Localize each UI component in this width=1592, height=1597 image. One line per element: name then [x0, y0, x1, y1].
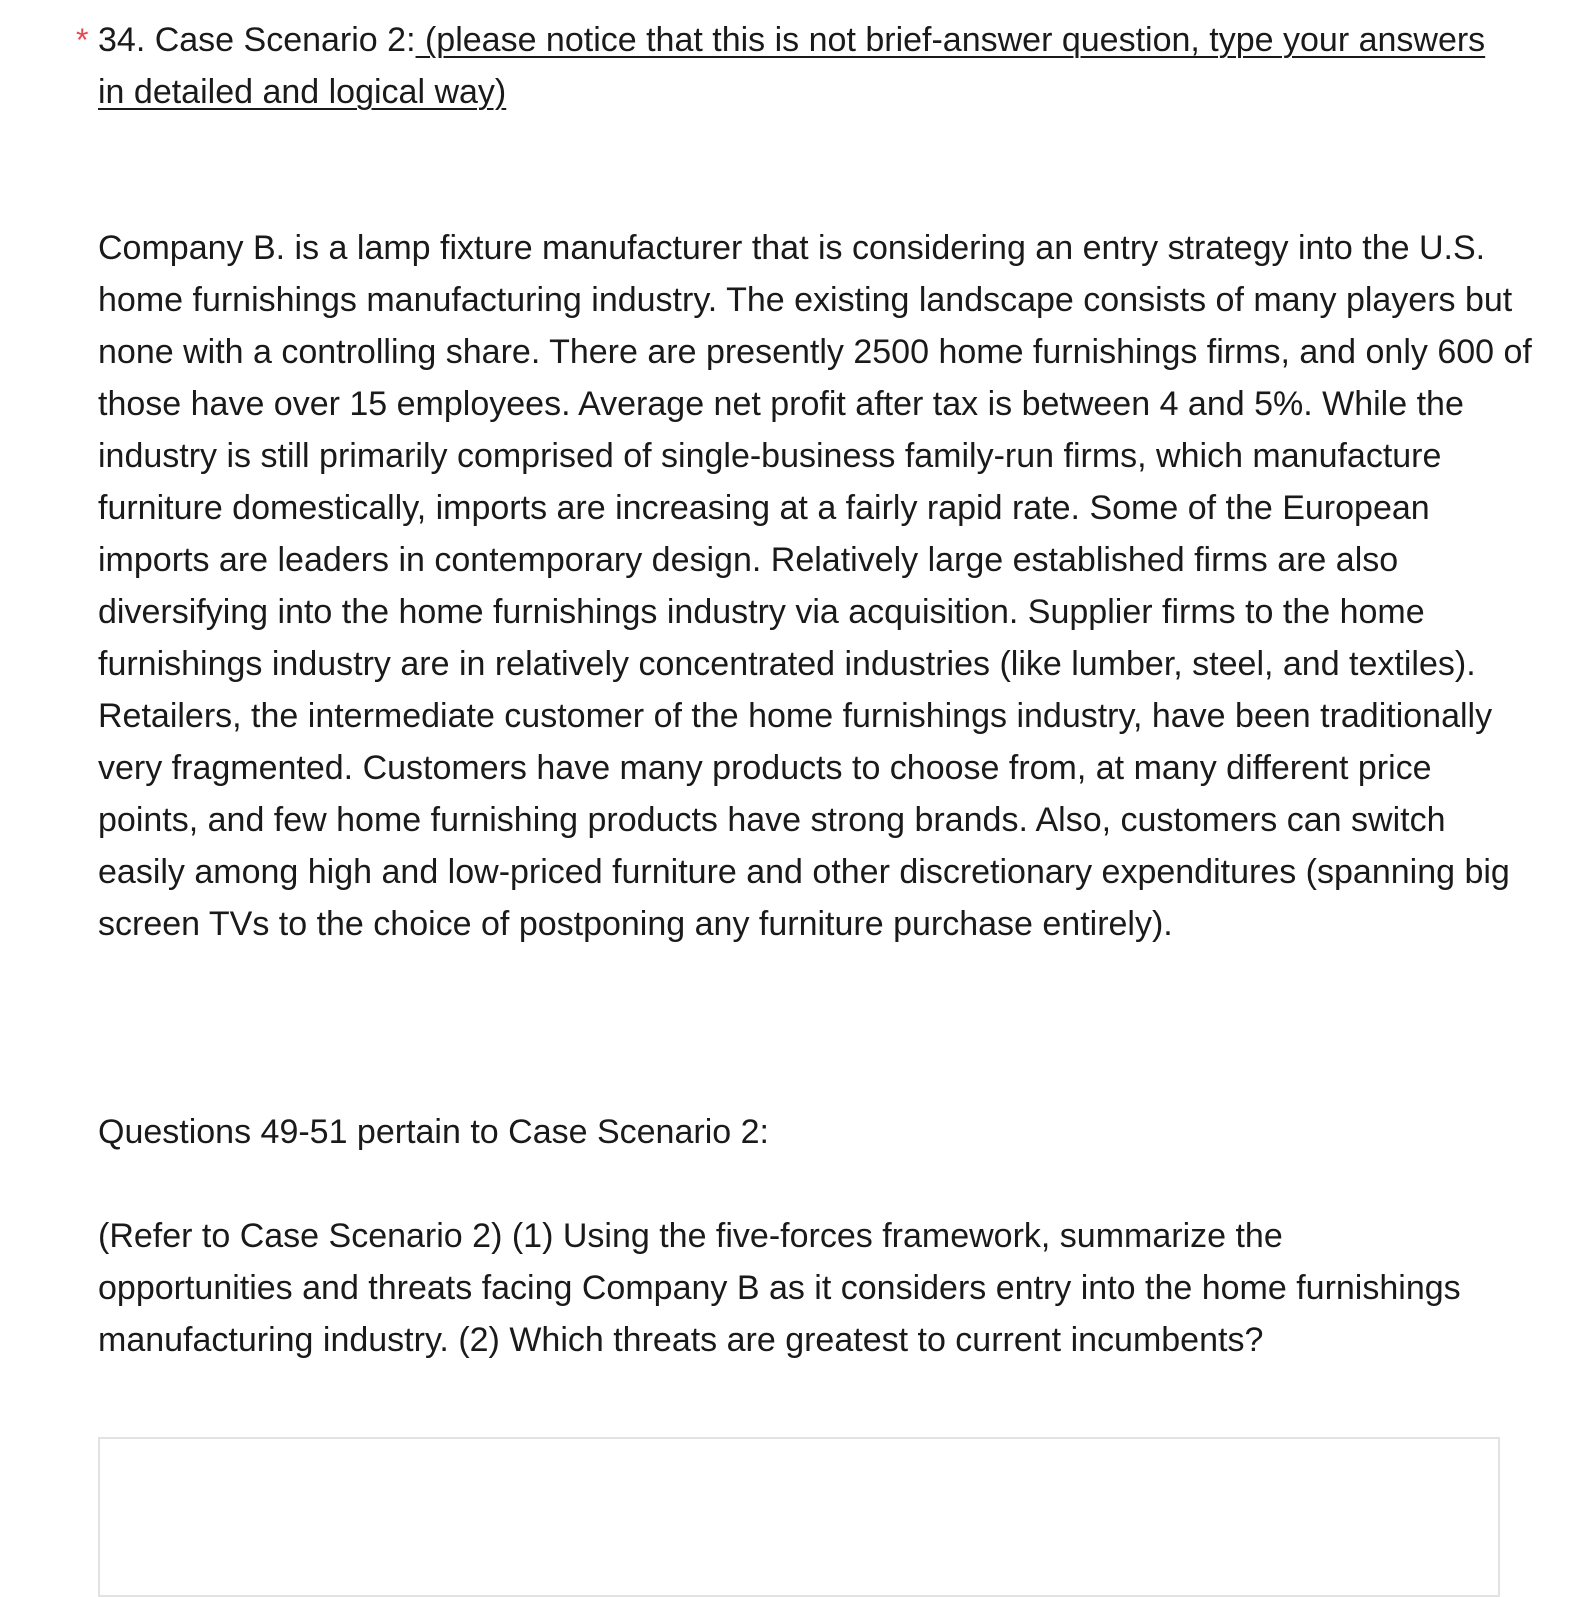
case-scenario-text: Company B. is a lamp fixture manufacturer that is considering an entry strategy into the U.S. home furnishings manufacturing industry. The existing landscape consists of many players but none with a controlling share. There are presently 2500 home furnishings firms, and only 600 of those have over 15 employees. Average net profit after tax is between 4 and 5%. While the industry is still primarily comprised of single-business family-run firms, which manufacture furniture domestically, imports are increasing at a fairly rapid rate. Some of the European imports are leaders in contemporary design. Relatively large established firms are also diversifying into the home furnishings industry via acquisition. Supplier firms to the home furnishings industry are in relatively concentrated industries (like lumber, steel, and textiles). Retailers, the intermediate customer of the home furnishings industry, have been traditionally very fragmented. Customers have many products to choose from, at many different price points, and few home furnishing products have strong brands. Also, customers can switch easily among high and low-priced furniture and other discretionary expenditures (spanning big screen TVs to the choice of postponing any furniture purchase entirely).: [98, 229, 1532, 943]
required-marker: *: [76, 22, 89, 58]
question-header: [76, 14, 1518, 118]
question-note: (please notice that this is not brief-answer question, type your answers in detailed and logical way): [98, 21, 1486, 111]
questions-pertain-heading: Questions 49-51 pertain to Case Scenario 2:: [98, 1113, 769, 1151]
answer-textarea[interactable]: [98, 1437, 1500, 1597]
question-title: 34. Case Scenario 2:: [98, 21, 416, 59]
question-prompt: (Refer to Case Scenario 2) (1) Using the five-forces framework, summarize the opportunities and threats facing Company B as it considers entry into the home furnishings manufacturing industry. (2) Which threats are greatest to current incumbents?: [98, 1217, 1461, 1359]
